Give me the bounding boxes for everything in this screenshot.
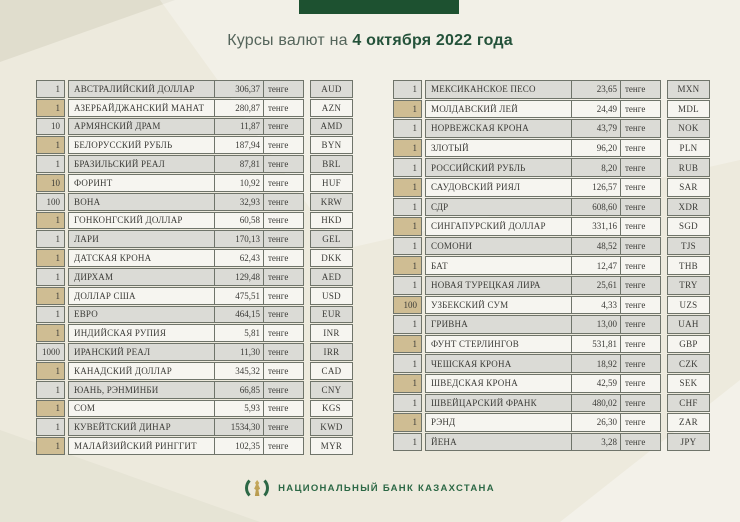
quantity-cell: 1000: [36, 343, 65, 361]
table-row: [36, 437, 353, 455]
currency-code-cell: AMD: [310, 118, 353, 136]
table-row: [36, 324, 353, 342]
rate-value-cell: 170,13: [214, 231, 263, 247]
unit-cell: тенге: [263, 363, 303, 379]
currency-name-cell: СДР: [426, 199, 571, 216]
rates-table-right: [393, 80, 710, 452]
row-main-cells: [68, 362, 304, 380]
quantity-cell: 100: [36, 193, 65, 211]
currency-name-cell: АРМЯНСКИЙ ДРАМ: [69, 119, 214, 135]
row-main-cells: [68, 418, 304, 436]
row-main-cells: [425, 335, 661, 354]
currency-name-cell: АЗЕРБАЙДЖАНСКИЙ МАНАТ: [69, 100, 214, 116]
row-main-cells: [68, 249, 304, 267]
currency-code-cell: RUB: [667, 158, 710, 177]
currency-code-cell: KWD: [310, 418, 353, 436]
currency-code-cell: TJS: [667, 237, 710, 256]
currency-code-cell: MYR: [310, 437, 353, 455]
rate-value-cell: 60,58: [214, 213, 263, 229]
currency-name-cell: КАНАДСКИЙ ДОЛЛАР: [69, 363, 214, 379]
unit-cell: тенге: [263, 288, 303, 304]
table-row: [36, 136, 353, 154]
currency-name-cell: ВОНА: [69, 194, 214, 210]
currency-code-cell: DKK: [310, 249, 353, 267]
rate-value-cell: 13,00: [571, 316, 620, 333]
quantity-cell: 1: [36, 230, 65, 248]
currency-code-cell: MDL: [667, 100, 710, 119]
table-row: [393, 354, 710, 373]
table-row: [393, 139, 710, 158]
row-main-cells: [68, 268, 304, 286]
rates-table-left: [36, 80, 353, 456]
row-main-cells: [425, 217, 661, 236]
currency-name-cell: ЧЕШСКАЯ КРОНА: [426, 355, 571, 372]
row-main-cells: [68, 136, 304, 154]
currency-name-cell: ДАТСКАЯ КРОНА: [69, 250, 214, 266]
table-row: [36, 249, 353, 267]
currency-name-cell: ИРАНСКИЙ РЕАЛ: [69, 344, 214, 360]
unit-cell: тенге: [263, 175, 303, 191]
quantity-cell: 1: [36, 155, 65, 173]
quantity-cell: 1: [36, 249, 65, 267]
quantity-cell: 1: [36, 400, 65, 418]
unit-cell: тенге: [263, 81, 303, 97]
rate-value-cell: 26,30: [571, 414, 620, 431]
unit-cell: тенге: [263, 307, 303, 323]
rate-value-cell: 331,16: [571, 218, 620, 235]
table-row: [393, 80, 710, 99]
unit-cell: тенге: [263, 325, 303, 341]
rate-value-cell: 48,52: [571, 238, 620, 255]
table-row: [36, 343, 353, 361]
quantity-cell: 1: [393, 158, 422, 177]
quantity-cell: 1: [393, 80, 422, 99]
quantity-cell: 10: [36, 118, 65, 136]
currency-code-cell: BYN: [310, 136, 353, 154]
quantity-cell: 1: [36, 287, 65, 305]
currency-name-cell: ДИРХАМ: [69, 269, 214, 285]
bank-name: НАЦИОНАЛЬНЫЙ БАНК КАЗАХСТАНА: [278, 482, 495, 494]
table-row: [36, 268, 353, 286]
rate-value-cell: 306,37: [214, 81, 263, 97]
rate-value-cell: 18,92: [571, 355, 620, 372]
unit-cell: тенге: [620, 336, 660, 353]
table-row: [393, 178, 710, 197]
currency-code-cell: USD: [310, 287, 353, 305]
unit-cell: тенге: [620, 257, 660, 274]
unit-cell: тенге: [620, 159, 660, 176]
unit-cell: тенге: [263, 401, 303, 417]
unit-cell: тенге: [620, 238, 660, 255]
unit-cell: тенге: [620, 297, 660, 314]
footer: [0, 470, 740, 506]
rate-value-cell: 608,60: [571, 199, 620, 216]
currency-code-cell: GEL: [310, 230, 353, 248]
quantity-cell: 1: [393, 335, 422, 354]
currency-name-cell: НОВАЯ ТУРЕЦКАЯ ЛИРА: [426, 277, 571, 294]
rate-value-cell: 3,28: [571, 434, 620, 451]
row-main-cells: [425, 256, 661, 275]
quantity-cell: 10: [36, 174, 65, 192]
row-main-cells: [68, 306, 304, 324]
rate-value-cell: 23,65: [571, 81, 620, 98]
quantity-cell: 1: [393, 394, 422, 413]
row-main-cells: [425, 374, 661, 393]
quantity-cell: 1: [393, 413, 422, 432]
quantity-cell: 1: [36, 381, 65, 399]
row-main-cells: [425, 413, 661, 432]
unit-cell: тенге: [263, 119, 303, 135]
quantity-cell: 1: [393, 100, 422, 119]
quantity-cell: 1: [36, 80, 65, 98]
table-row: [393, 374, 710, 393]
currency-name-cell: СОМОНИ: [426, 238, 571, 255]
table-row: [36, 230, 353, 248]
table-row: [36, 118, 353, 136]
quantity-cell: 1: [36, 306, 65, 324]
row-main-cells: [68, 381, 304, 399]
currency-name-cell: ГОНКОНГСКИЙ ДОЛЛАР: [69, 213, 214, 229]
currency-code-cell: IRR: [310, 343, 353, 361]
currency-code-cell: CZK: [667, 354, 710, 373]
currency-name-cell: ГРИВНА: [426, 316, 571, 333]
unit-cell: тенге: [620, 101, 660, 118]
currency-code-cell: CHF: [667, 394, 710, 413]
table-row: [393, 315, 710, 334]
national-bank-logo-icon: [245, 476, 269, 500]
currency-code-cell: CNY: [310, 381, 353, 399]
row-main-cells: [425, 237, 661, 256]
row-main-cells: [68, 80, 304, 98]
quantity-cell: 1: [393, 374, 422, 393]
table-row: [36, 306, 353, 324]
unit-cell: тенге: [263, 137, 303, 153]
currency-code-cell: INR: [310, 324, 353, 342]
currency-code-cell: UZS: [667, 296, 710, 315]
currency-name-cell: ЗЛОТЫЙ: [426, 140, 571, 157]
rate-value-cell: 126,57: [571, 179, 620, 196]
row-main-cells: [68, 118, 304, 136]
unit-cell: тенге: [620, 218, 660, 235]
table-row: [36, 174, 353, 192]
unit-cell: тенге: [263, 382, 303, 398]
table-row: [393, 276, 710, 295]
unit-cell: тенге: [263, 419, 303, 435]
table-row: [393, 256, 710, 275]
currency-name-cell: ЕВРО: [69, 307, 214, 323]
table-row: [36, 287, 353, 305]
currency-code-cell: AED: [310, 268, 353, 286]
unit-cell: тенге: [263, 194, 303, 210]
row-main-cells: [68, 343, 304, 361]
row-main-cells: [425, 296, 661, 315]
row-main-cells: [425, 158, 661, 177]
table-row: [36, 400, 353, 418]
rate-value-cell: 11,87: [214, 119, 263, 135]
unit-cell: тенге: [263, 344, 303, 360]
row-main-cells: [68, 155, 304, 173]
table-row: [393, 217, 710, 236]
row-main-cells: [425, 315, 661, 334]
currency-code-cell: PLN: [667, 139, 710, 158]
table-row: [393, 335, 710, 354]
currency-code-cell: SGD: [667, 217, 710, 236]
unit-cell: тенге: [620, 355, 660, 372]
currency-name-cell: СОМ: [69, 401, 214, 417]
rate-value-cell: 280,87: [214, 100, 263, 116]
currency-code-cell: MXN: [667, 80, 710, 99]
rate-value-cell: 345,32: [214, 363, 263, 379]
currency-name-cell: САУДОВСКИЙ РИЯЛ: [426, 179, 571, 196]
rate-value-cell: 187,94: [214, 137, 263, 153]
unit-cell: тенге: [263, 250, 303, 266]
row-main-cells: [68, 324, 304, 342]
currency-code-cell: CAD: [310, 362, 353, 380]
rate-value-cell: 43,79: [571, 120, 620, 137]
table-row: [36, 212, 353, 230]
page-title-date: 4 октября 2022 года: [352, 32, 513, 49]
currency-code-cell: AZN: [310, 99, 353, 117]
currency-code-cell: KRW: [310, 193, 353, 211]
unit-cell: тенге: [263, 269, 303, 285]
unit-cell: тенге: [620, 277, 660, 294]
currency-name-cell: ШВЕЙЦАРСКИЙ ФРАНК: [426, 395, 571, 412]
page-title: [0, 32, 740, 50]
currency-code-cell: GBP: [667, 335, 710, 354]
rate-value-cell: 1534,30: [214, 419, 263, 435]
table-row: [393, 433, 710, 452]
quantity-cell: 1: [393, 217, 422, 236]
unit-cell: тенге: [263, 156, 303, 172]
quantity-cell: 1: [393, 119, 422, 138]
quantity-cell: 1: [393, 256, 422, 275]
rate-value-cell: 25,61: [571, 277, 620, 294]
row-main-cells: [425, 139, 661, 158]
currency-code-cell: THB: [667, 256, 710, 275]
rate-value-cell: 87,81: [214, 156, 263, 172]
rate-value-cell: 5,93: [214, 401, 263, 417]
currency-code-cell: KGS: [310, 400, 353, 418]
rate-value-cell: 24,49: [571, 101, 620, 118]
currency-name-cell: МОЛДАВСКИЙ ЛЕЙ: [426, 101, 571, 118]
table-row: [393, 198, 710, 217]
row-main-cells: [68, 400, 304, 418]
unit-cell: тенге: [263, 213, 303, 229]
unit-cell: тенге: [620, 316, 660, 333]
quantity-cell: 1: [36, 418, 65, 436]
unit-cell: тенге: [620, 434, 660, 451]
row-main-cells: [425, 433, 661, 452]
quantity-cell: 1: [393, 198, 422, 217]
table-row: [36, 381, 353, 399]
table-row: [393, 119, 710, 138]
table-row: [36, 193, 353, 211]
currency-name-cell: ДОЛЛАР США: [69, 288, 214, 304]
currency-code-cell: EUR: [310, 306, 353, 324]
unit-cell: тенге: [620, 375, 660, 392]
page-title-prefix: Курсы валют на: [227, 32, 348, 49]
currency-name-cell: ИНДИЙСКАЯ РУПИЯ: [69, 325, 214, 341]
unit-cell: тенге: [263, 438, 303, 454]
row-main-cells: [425, 100, 661, 119]
currency-code-cell: SEK: [667, 374, 710, 393]
quantity-cell: 1: [393, 276, 422, 295]
quantity-cell: 1: [36, 362, 65, 380]
table-row: [393, 100, 710, 119]
row-main-cells: [68, 193, 304, 211]
quantity-cell: 1: [393, 237, 422, 256]
table-row: [36, 99, 353, 117]
rate-value-cell: 10,92: [214, 175, 263, 191]
currency-name-cell: РЭНД: [426, 414, 571, 431]
row-main-cells: [425, 276, 661, 295]
row-main-cells: [68, 212, 304, 230]
currency-name-cell: БЕЛОРУССКИЙ РУБЛЬ: [69, 137, 214, 153]
row-main-cells: [425, 394, 661, 413]
currency-code-cell: ZAR: [667, 413, 710, 432]
rate-value-cell: 4,33: [571, 297, 620, 314]
rate-value-cell: 464,15: [214, 307, 263, 323]
currency-code-cell: AUD: [310, 80, 353, 98]
unit-cell: тенге: [620, 140, 660, 157]
unit-cell: тенге: [620, 120, 660, 137]
currency-name-cell: ШВЕДСКАЯ КРОНА: [426, 375, 571, 392]
quantity-cell: 1: [393, 354, 422, 373]
row-main-cells: [68, 174, 304, 192]
rate-value-cell: 96,20: [571, 140, 620, 157]
rate-value-cell: 42,59: [571, 375, 620, 392]
table-row: [393, 413, 710, 432]
currency-name-cell: БРАЗИЛЬСКИЙ РЕАЛ: [69, 156, 214, 172]
currency-name-cell: МАЛАЙЗИЙСКИЙ РИНГГИТ: [69, 438, 214, 454]
currency-code-cell: SAR: [667, 178, 710, 197]
table-row: [36, 362, 353, 380]
rate-value-cell: 62,43: [214, 250, 263, 266]
rate-value-cell: 102,35: [214, 438, 263, 454]
rate-value-cell: 129,48: [214, 269, 263, 285]
currency-code-cell: HUF: [310, 174, 353, 192]
currency-name-cell: ЙЕНА: [426, 434, 571, 451]
quantity-cell: 100: [393, 296, 422, 315]
rate-value-cell: 66,85: [214, 382, 263, 398]
currency-code-cell: TRY: [667, 276, 710, 295]
row-main-cells: [68, 99, 304, 117]
rate-value-cell: 32,93: [214, 194, 263, 210]
row-main-cells: [68, 437, 304, 455]
quantity-cell: 1: [36, 268, 65, 286]
quantity-cell: 1: [36, 212, 65, 230]
quantity-cell: 1: [393, 315, 422, 334]
row-main-cells: [425, 119, 661, 138]
table-row: [393, 394, 710, 413]
unit-cell: тенге: [620, 81, 660, 98]
quantity-cell: 1: [393, 433, 422, 452]
quantity-cell: 1: [36, 99, 65, 117]
currency-code-cell: XDR: [667, 198, 710, 217]
table-row: [36, 80, 353, 98]
row-main-cells: [425, 178, 661, 197]
rate-value-cell: 12,47: [571, 257, 620, 274]
unit-cell: тенге: [263, 231, 303, 247]
currency-code-cell: NOK: [667, 119, 710, 138]
quantity-cell: 1: [36, 136, 65, 154]
currency-name-cell: НОРВЕЖСКАЯ КРОНА: [426, 120, 571, 137]
currency-name-cell: СИНГАПУРСКИЙ ДОЛЛАР: [426, 218, 571, 235]
table-row: [393, 158, 710, 177]
rate-value-cell: 531,81: [571, 336, 620, 353]
rate-value-cell: 480,02: [571, 395, 620, 412]
currency-code-cell: JPY: [667, 433, 710, 452]
currency-name-cell: ФОРИНТ: [69, 175, 214, 191]
quantity-cell: 1: [36, 437, 65, 455]
row-main-cells: [425, 198, 661, 217]
currency-name-cell: КУВЕЙТСКИЙ ДИНАР: [69, 419, 214, 435]
row-main-cells: [68, 230, 304, 248]
currency-name-cell: МЕКСИКАНСКОЕ ПЕСО: [426, 81, 571, 98]
currency-code-cell: HKD: [310, 212, 353, 230]
currency-name-cell: АВСТРАЛИЙСКИЙ ДОЛЛАР: [69, 81, 214, 97]
header-accent-bar: [299, 0, 459, 14]
unit-cell: тенге: [263, 100, 303, 116]
row-main-cells: [68, 287, 304, 305]
row-main-cells: [425, 80, 661, 99]
unit-cell: тенге: [620, 395, 660, 412]
currency-name-cell: БАТ: [426, 257, 571, 274]
currency-name-cell: ЮАНЬ, РЭНМИНБИ: [69, 382, 214, 398]
table-row: [393, 296, 710, 315]
table-row: [393, 237, 710, 256]
table-row: [36, 155, 353, 173]
currency-name-cell: ЛАРИ: [69, 231, 214, 247]
rate-value-cell: 5,81: [214, 325, 263, 341]
unit-cell: тенге: [620, 199, 660, 216]
table-row: [36, 418, 353, 436]
currency-name-cell: УЗБЕКСКИЙ СУМ: [426, 297, 571, 314]
unit-cell: тенге: [620, 179, 660, 196]
currency-code-cell: BRL: [310, 155, 353, 173]
rate-value-cell: 11,30: [214, 344, 263, 360]
quantity-cell: 1: [393, 139, 422, 158]
unit-cell: тенге: [620, 414, 660, 431]
row-main-cells: [425, 354, 661, 373]
currency-name-cell: ФУНТ СТЕРЛИНГОВ: [426, 336, 571, 353]
quantity-cell: 1: [36, 324, 65, 342]
currency-code-cell: UAH: [667, 315, 710, 334]
currency-name-cell: РОССИЙСКИЙ РУБЛЬ: [426, 159, 571, 176]
quantity-cell: 1: [393, 178, 422, 197]
rate-value-cell: 8,20: [571, 159, 620, 176]
rate-value-cell: 475,51: [214, 288, 263, 304]
